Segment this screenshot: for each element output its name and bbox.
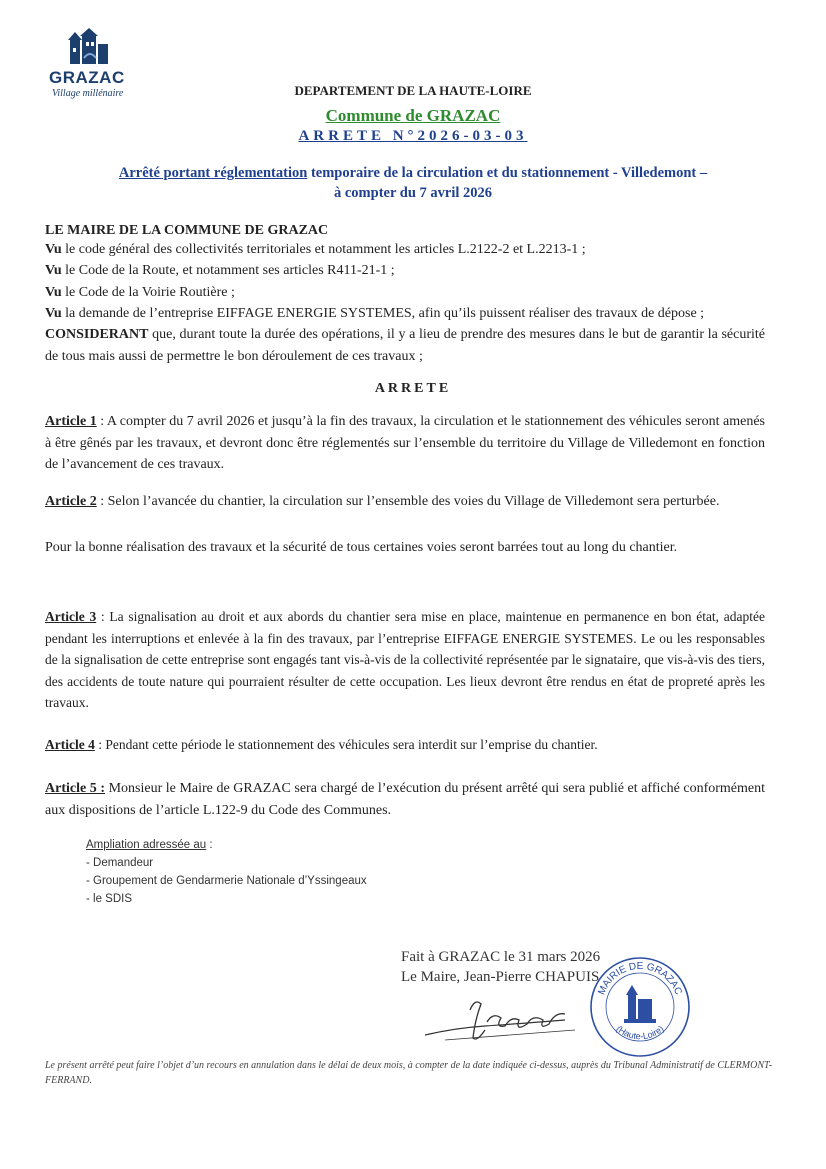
article-5 [45,778,765,821]
vu-line-2 [45,260,765,282]
logo-name: GRAZAC [49,68,125,87]
article-5-label: Article 5 : [45,781,105,796]
article-3-text: : La signalisation au droit et aux abords du chantier sera mise en place, maintenue en permanence en bon état, adaptée pendant les interruptions et enlevée à la fin des travaux, par l’entreprise EIFFAGE ENERGIE SYSTEMES. Le ou les responsables de la signalisation de cette entreprise sont engagés tant vis-à-vis de la collectivité représentée par le signataire, que vis-à-vis des tiers, des accidents de toute nature qui pourraient résulter de cette occupation. Les lieux devront être rendus en état de propreté après les travaux. [45,609,765,710]
ampliation-title [86,836,367,854]
article-4 [45,734,765,756]
vu-line-4 [45,303,765,325]
article-3 [45,606,765,714]
article-2-text: : Selon l’avancée du chantier, la circulation sur l’ensemble des voies du Village de Villedemont sera perturbée. [96,494,720,509]
vu-label: Vu [45,263,62,278]
ampliation-title-text: Ampliation adressée au [86,839,207,851]
subject-line2: à compter du 7 avril 2026 [333,185,492,201]
considerant-paragraph [45,324,765,367]
vu-line-1 [45,239,765,261]
vu-text-2: le Code de la Route, et notamment ses articles R411-21-1 ; [61,263,395,278]
handwritten-signature-icon [415,990,595,1050]
considerant-label: CONSIDERANT [45,327,149,342]
signature-block [401,947,600,987]
ampliation-title-suffix: : [206,839,213,851]
article-2-continued: Pour la bonne réalisation des travaux et la sécurité de tous certaines voies seront barrées tout au long du chantier. [45,540,678,555]
department-title: DEPARTEMENT DE LA HAUTE-LOIRE [294,83,532,98]
vu-text-3: le Code de la Voirie Routière ; [61,285,235,300]
vu-text-1: le code général des collectivités territoriales et notamment les articles L.2122-2 et L.2213-1 ; [61,242,586,257]
vu-line-3 [45,282,765,304]
article-3-label: Article 3 [45,609,97,624]
ampliation-item: - Demandeur [86,857,154,869]
maire-name-line: Le Maire, Jean-Pierre CHAPUIS [401,969,600,985]
considerant-text: que, durant toute la durée des opérations, il y a lieu de prendre des mesures dans le but de garantir la sécurité de tous mais aussi de permettre le bon déroulement de ces travaux ; [45,327,765,364]
article-2 [45,491,765,513]
arrete-subject [60,163,766,203]
subject-part1: Arrêté portant réglementation [118,165,308,181]
article-1-text: : A compter du 7 avril 2026 et jusqu’à la fin des travaux, la circulation et le stationnement des véhicules seront amenés à être gênés par les travaux, et devront donc être réglementés sur l’ensemble du territoire du Village de Villedemont en fonction de l’avancement de ces travaux. [45,414,765,472]
article-5-text: Monsieur le Maire de GRAZAC sera chargé de l’exécution du présent arrêté qui sera publié et affiché conformément aux dispositions de l’article L.122-9 du Code des Communes. [45,781,765,818]
legal-footer: Le présent arrêté peut faire l’objet d’un recours en annulation dans le délai de deux mois, à compter de la date indiquée ci-dessus, auprès du Tribunal Administratif de CLERMONT-FERRAND. [45,1060,773,1086]
vu-text-4: la demande de l’entreprise EIFFAGE ENERGIE SYSTEMES, afin qu’ils puissent réaliser des travaux de dépose ; [61,306,705,321]
stamp-bottom-text: (Haute-Loire) [614,1023,666,1042]
vu-label: Vu [45,285,62,300]
arrete-number: ARRETE N°2026-03-03 [298,128,528,144]
commune-title: Commune de GRAZAC [325,106,501,125]
subject-part2: temporaire de la circulation et du stationnement - Villedemont – [307,165,708,181]
article-4-text: : Pendant cette période le stationnement des véhicules sera interdit sur l’emprise du chantier. [94,737,598,752]
arrete-heading: ARRETE [374,381,452,396]
vu-label: Vu [45,306,62,321]
article-1 [45,411,765,476]
ampliation-item: - le SDIS [86,893,133,905]
article-1-label: Article 1 [45,414,97,429]
vu-label: Vu [45,242,62,257]
article-2-label: Article 2 [45,494,97,509]
fait-a-line: Fait à GRAZAC le 31 mars 2026 [401,949,601,965]
stamp-top-text: MAIRIE DE GRAZAC [596,960,684,997]
ampliation-item: - Groupement de Gendarmerie Nationale d’Yssingeaux [86,875,367,887]
maire-heading: LE MAIRE DE LA COMMUNE DE GRAZAC [45,223,329,238]
mairie-stamp-icon [588,955,692,1059]
logo-tagline: Village millénaire [52,88,124,99]
article-4-label: Article 4 [45,737,95,752]
ampliation-list [86,836,367,908]
